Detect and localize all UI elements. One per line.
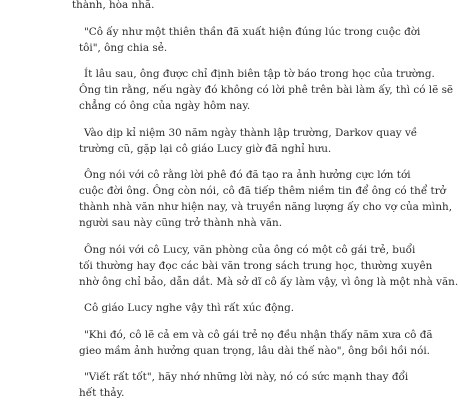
text-line: Cô giáo Lucy nghe vậy thì rất xúc động. [84, 302, 295, 314]
paragraph [0, 0, 400, 13]
paragraph [0, 369, 409, 401]
text-line: cuộc đời ông. Ông còn nói, cô đã tiếp thêm niềm tin để ông có thể trở [79, 185, 446, 197]
text-line: người sau này cũng trở thành nhà văn. [79, 217, 283, 229]
text-line: "Khi đó, cô lẽ cả em và cô gái trẻ nọ đều nhận thấy năm xưa cô đã [84, 328, 433, 341]
text-line: Ít lâu sau, ông được chỉ định biên tập tờ báo trong học của trường. [84, 68, 435, 80]
paragraph [0, 167, 453, 231]
text-line: thành, hòa nhã. [72, 0, 155, 11]
text-line: chẳng có ông của ngày hôm nay. [79, 100, 251, 112]
text-line: Vào dịp kỉ niệm 30 năm ngày thành lập trường, Darkov quay về [84, 126, 418, 139]
text-line: tôi", ông chia sẻ. [79, 41, 168, 54]
text-line: Ông tin rằng, nếu ngày đó không có lời phê trên bài làm ấy, thì có lẽ sẽ [79, 84, 454, 96]
paragraph [0, 66, 454, 114]
text-line: tối thường hay đọc các bài văn trong sách trung học, thường xuyên [79, 259, 433, 272]
text-line: "Viết rất tốt", hãy nhớ những lời này, nó có sức mạnh thay đổi [84, 371, 409, 383]
text-line: "Cô ấy như một thiên thần đã xuất hiện đúng lúc trong cuộc đời [84, 25, 421, 38]
text-line: Ông nói với cô Lucy, văn phòng của ông có một cô gái trẻ, buổi [84, 243, 416, 256]
text-line: nhờ ông chỉ bảo, dẫn dắt. Mà sở dĩ cô ấy làm vậy, vì ông là một nhà văn. [79, 275, 458, 288]
paragraph [0, 300, 400, 316]
paragraph [0, 125, 418, 157]
paragraph [0, 327, 433, 359]
text-line: trường cũ, gặp lại cô giáo Lucy giờ đã nghỉ hưu. [79, 142, 332, 155]
text-line: gieo mầm ảnh hưởng quan trọng, lâu dài thế nào", ông bồi hồi nói. [79, 344, 430, 357]
text-line: thành nhà văn như hiện nay, và truyền năng lượng ấy cho vợ của mình, [79, 201, 453, 213]
text-line: Ông nói với cô rằng lời phê đó đã tạo ra ảnh hưởng cực lớn tới [84, 169, 411, 181]
paragraph [0, 242, 458, 290]
paragraph [0, 24, 421, 56]
text-line: hết thảy. [79, 387, 125, 399]
